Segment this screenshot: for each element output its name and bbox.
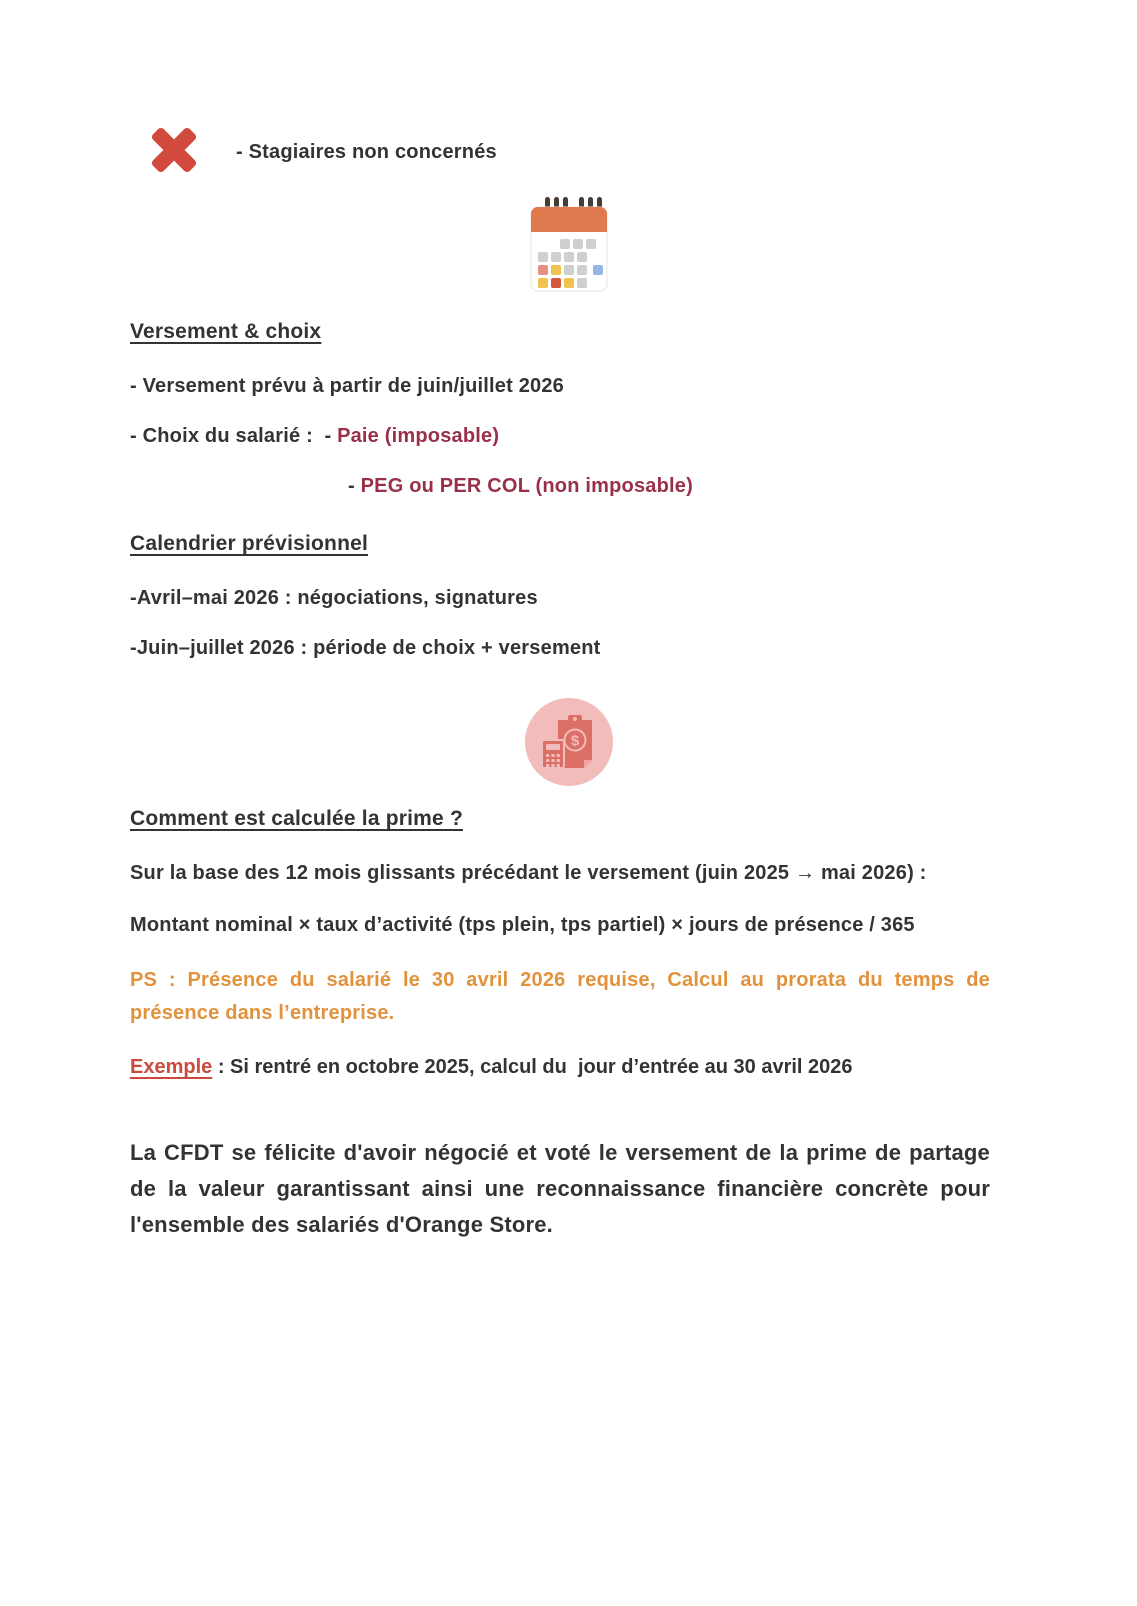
- calculation-illustration: [0, 698, 1137, 791]
- calendrier-item-2: -Juin–juillet 2026 : période de choix + versement: [130, 637, 601, 659]
- choix-option-paie: Paie (imposable): [337, 425, 500, 447]
- section-title-versement: Versement & choix: [130, 320, 322, 343]
- calcul-base-text: Sur la base des 12 mois glissants précédant le versement (juin 2025 → mai 2026) :: [130, 862, 927, 884]
- versement-line-date: - Versement prévu à partir de juin/juillet 2026: [130, 375, 564, 397]
- peg-dash: -: [348, 475, 361, 497]
- calendrier-item-1: -Avril–mai 2026 : négociations, signatures: [130, 587, 538, 609]
- choix-label: - Choix du salarié : -: [130, 425, 338, 447]
- calendar-illustration: [0, 197, 1137, 298]
- section-title-calcul: Comment est calculée la prime ?: [130, 807, 463, 830]
- document-body: [130, 320, 990, 660]
- choix-option-peg: PEG ou PER COL (non imposable): [360, 475, 693, 497]
- conclusion-paragraph: La CFDT se félicite d'avoir négocié et voté le versement de la prime de partage de la valeur garantissant ainsi une reconnaissance financière concrète pour l'ensemble des salariés d'Orange Store.: [130, 1140, 990, 1237]
- document-body-2: [130, 807, 990, 1243]
- invoice-calculator-icon: [525, 732, 613, 790]
- cross-mark-icon: [152, 126, 196, 179]
- calcul-ps-note: PS : Présence du salarié le 30 avril 2026 requise, Calcul au prorata du temps de présence dans l’entreprise.: [130, 969, 990, 1025]
- eligibility-row: [152, 0, 1137, 179]
- versement-line-peg: [130, 474, 990, 498]
- exemple-text: : Si rentré en octobre 2025, calcul du jour d’entrée au 30 avril 2026: [212, 1056, 853, 1079]
- versement-line-choix: [130, 424, 990, 448]
- calcul-formule-text: Montant nominal × taux d’activité (tps plein, tps partiel) × jours de présence / 365: [130, 913, 915, 936]
- svg-text:$: $: [570, 732, 579, 750]
- eligibility-text: - Stagiaires non concernés: [236, 141, 497, 163]
- exemple-label: Exemple: [130, 1056, 213, 1079]
- calendar-icon: [527, 280, 611, 297]
- section-title-calendrier: Calendrier prévisionnel: [130, 532, 369, 555]
- calcul-exemple-line: [130, 1056, 990, 1079]
